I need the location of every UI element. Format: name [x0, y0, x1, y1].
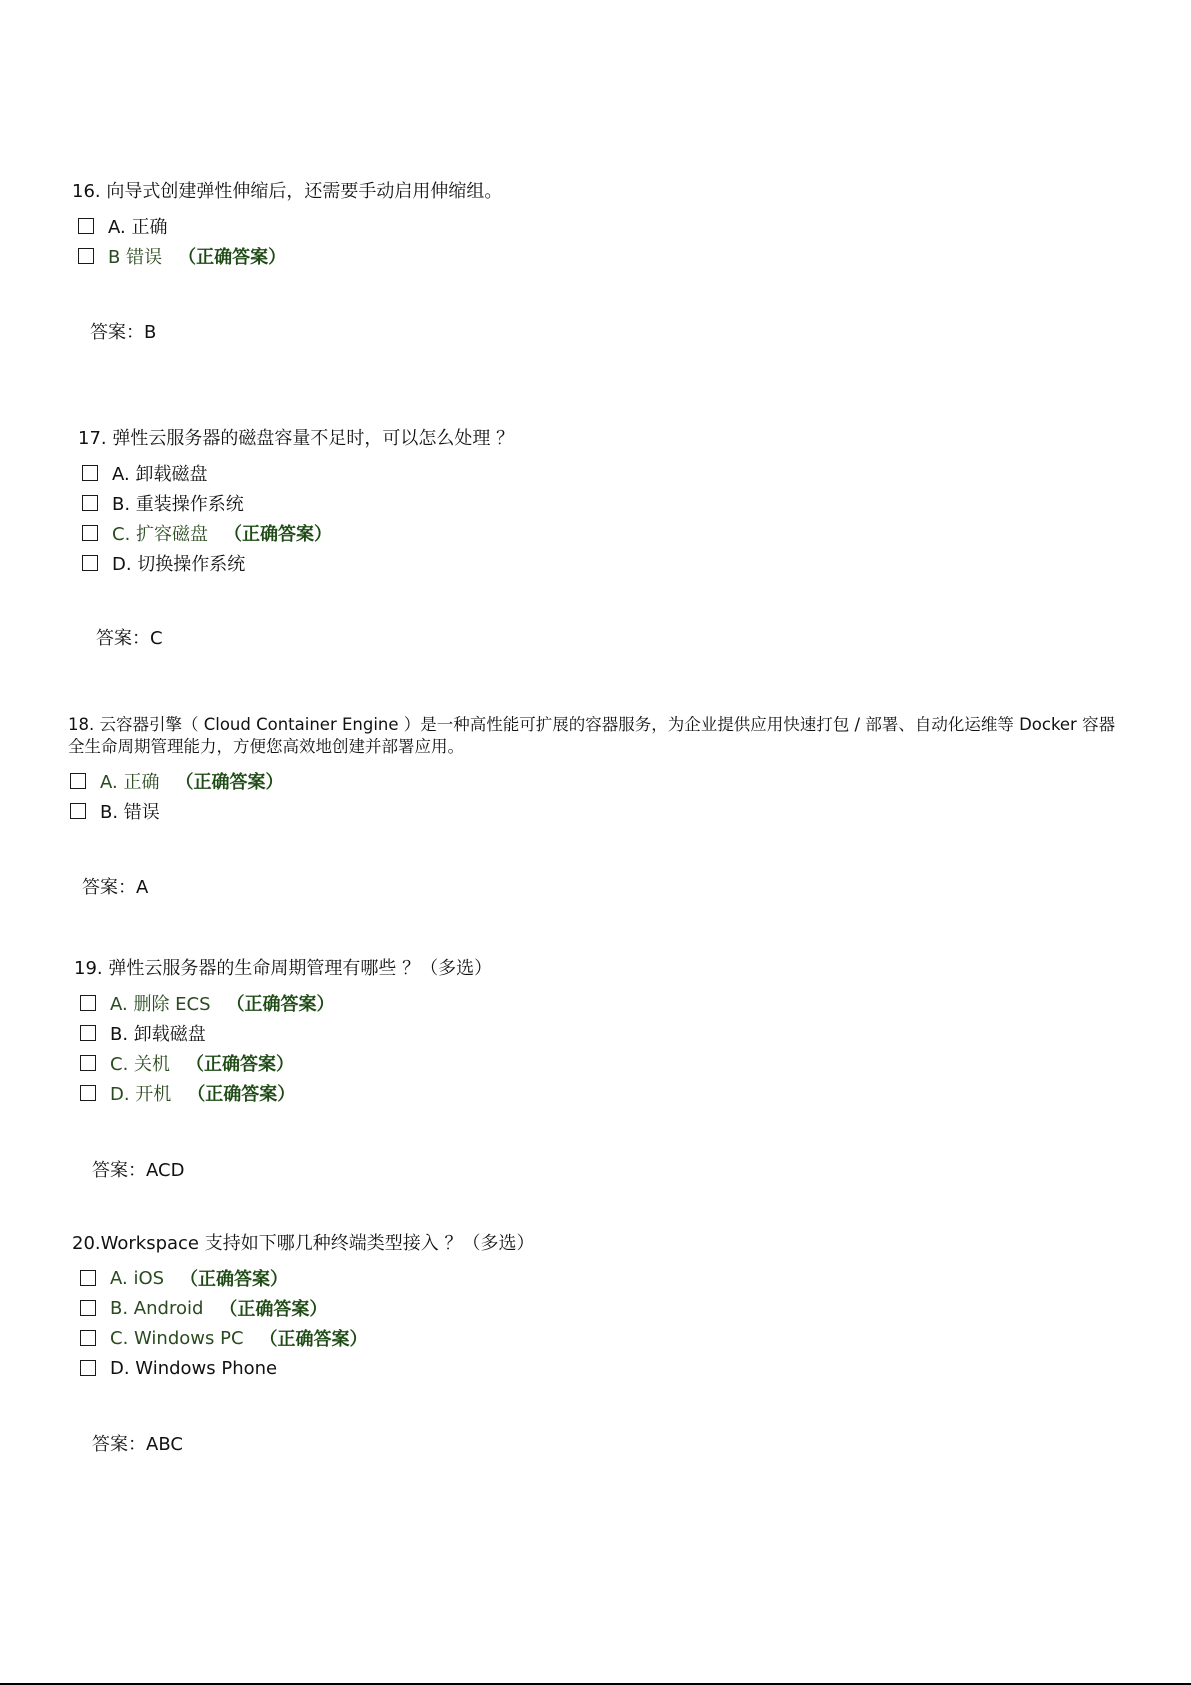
- option-d[interactable]: [82, 548, 514, 578]
- answer-18: 答案：A: [82, 877, 149, 898]
- option-label: B. 错误: [100, 802, 160, 823]
- question-20: [72, 1233, 534, 1383]
- correct-answer-tag: （正确答案）: [175, 772, 284, 793]
- checkbox[interactable]: [82, 495, 98, 511]
- option-label: A. iOS: [110, 1267, 165, 1289]
- checkbox[interactable]: [78, 248, 94, 264]
- checkbox[interactable]: [70, 803, 86, 819]
- option-b[interactable]: [80, 1018, 492, 1048]
- option-c[interactable]: [82, 518, 514, 548]
- question-text: 20.Workspace 支持如下哪几种终端类型接入 ？（多选）: [72, 1233, 535, 1254]
- option-label: A. 删除 ECS: [110, 994, 211, 1015]
- correct-answer-tag: （正确答案）: [178, 247, 287, 268]
- checkbox[interactable]: [82, 465, 98, 481]
- checkbox[interactable]: [80, 1330, 96, 1346]
- option-label: A. 卸载磁盘: [112, 464, 208, 485]
- option-label: B. Android: [110, 1297, 204, 1319]
- option-label: C. Windows PC: [110, 1327, 244, 1349]
- question-text: 17. 弹性云服务器的磁盘容量不足时，可以怎么处理 ？: [78, 428, 515, 449]
- option-d[interactable]: [80, 1078, 492, 1108]
- correct-answer-tag: （正确答案）: [186, 1054, 295, 1075]
- checkbox[interactable]: [80, 1300, 96, 1316]
- correct-answer-tag: （正确答案）: [259, 1329, 368, 1350]
- checkbox[interactable]: [80, 1270, 96, 1286]
- correct-answer-tag: （正确答案）: [219, 1299, 328, 1320]
- checkbox[interactable]: [82, 555, 98, 571]
- option-label: B. 卸载磁盘: [110, 1024, 206, 1045]
- option-a[interactable]: [80, 1263, 534, 1293]
- option-label: C. 关机: [110, 1054, 171, 1075]
- option-label: D. 开机: [110, 1084, 172, 1105]
- option-d[interactable]: [80, 1353, 534, 1383]
- checkbox[interactable]: [80, 995, 96, 1011]
- checkbox[interactable]: [82, 525, 98, 541]
- question-18: [68, 714, 1128, 826]
- option-label: D. 切换操作系统: [112, 554, 246, 575]
- checkbox[interactable]: [70, 773, 86, 789]
- question-text: 16. 向导式创建弹性伸缩后，还需要手动启用伸缩组。: [72, 181, 503, 202]
- question-text: 19. 弹性云服务器的生命周期管理有哪些 ？（多选）: [74, 958, 493, 979]
- answer-19: 答案：ACD: [92, 1160, 185, 1181]
- answer-17: 答案：C: [96, 628, 163, 649]
- option-label: A. 正确: [100, 772, 160, 793]
- option-label: D. Windows Phone: [110, 1357, 278, 1379]
- option-label: B. 重装操作系统: [112, 494, 244, 515]
- option-a[interactable]: [78, 211, 502, 241]
- option-label: B 错误: [108, 247, 163, 268]
- question-16: [72, 181, 502, 271]
- answer-16: 答案：B: [90, 322, 157, 343]
- option-b[interactable]: [78, 241, 502, 271]
- option-b[interactable]: [82, 488, 514, 518]
- checkbox[interactable]: [78, 218, 94, 234]
- answer-20: 答案：ABC: [92, 1434, 183, 1455]
- option-b[interactable]: [70, 796, 1128, 826]
- option-a[interactable]: [80, 988, 492, 1018]
- correct-answer-tag: （正确答案）: [226, 994, 335, 1015]
- option-a[interactable]: [82, 458, 514, 488]
- correct-answer-tag: （正确答案）: [180, 1269, 289, 1290]
- option-a[interactable]: [70, 766, 1128, 796]
- checkbox[interactable]: [80, 1055, 96, 1071]
- option-c[interactable]: [80, 1048, 492, 1078]
- option-c[interactable]: [80, 1323, 534, 1353]
- option-b[interactable]: [80, 1293, 534, 1323]
- question-text: 18. 云容器引擎（ Cloud Container Engine ）是一种高性能可扩展的容器服务，为企业提供应用快速打包 / 部署、自动化运维等 Docker 容器全生命周期管理能力，方便您高效地创建并部署应用。: [68, 715, 1116, 756]
- checkbox[interactable]: [80, 1025, 96, 1041]
- checkbox[interactable]: [80, 1360, 96, 1376]
- correct-answer-tag: （正确答案）: [187, 1084, 296, 1105]
- correct-answer-tag: （正确答案）: [224, 524, 333, 545]
- question-17: [78, 428, 514, 578]
- option-label: C. 扩容磁盘: [112, 524, 209, 545]
- checkbox[interactable]: [80, 1085, 96, 1101]
- question-19: [74, 958, 492, 1108]
- option-label: A. 正确: [108, 217, 168, 238]
